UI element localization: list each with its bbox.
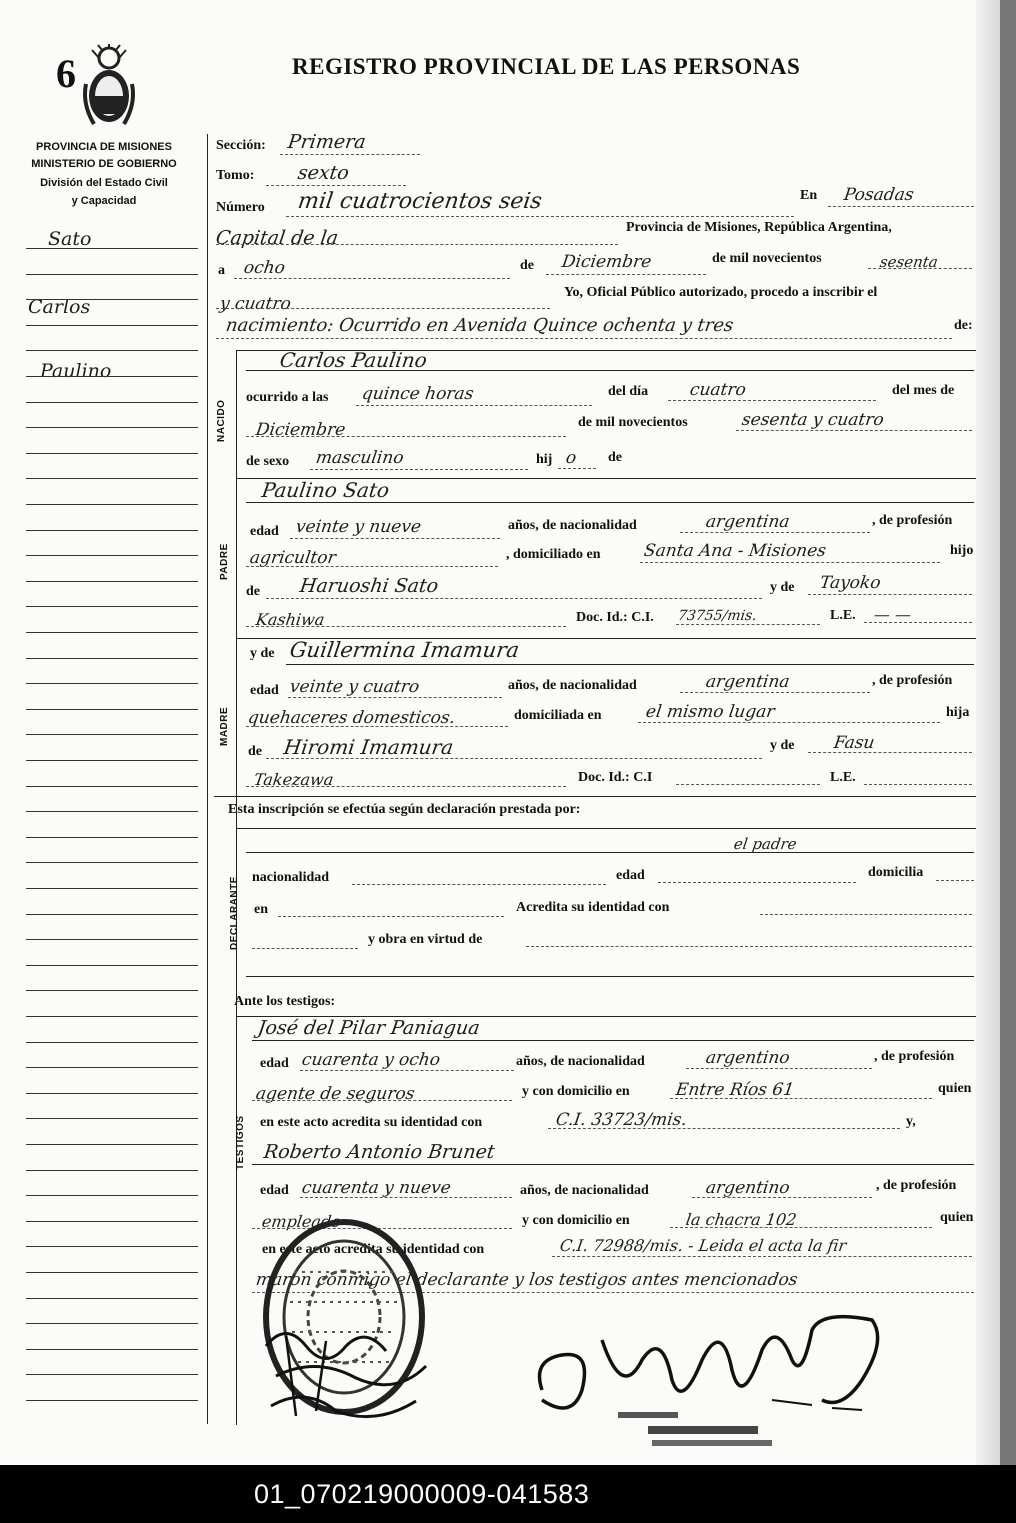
testigo1-dom-value: Entre Ríos 61 <box>674 1080 796 1100</box>
testigo1-y-label: y, <box>906 1114 916 1129</box>
padre-nac-value: argentina <box>704 512 791 532</box>
document-id-footer: 01_070219000009-041583 <box>0 1465 1016 1523</box>
madre-padre-de: Hiromi Imamura <box>282 735 455 759</box>
padre-prof-value: agricultor <box>248 548 338 568</box>
madre-nac-value: argentina <box>704 672 791 692</box>
margin-rule <box>26 786 198 787</box>
madre-edad-value: veinte y cuatro <box>288 677 421 697</box>
margin-rule <box>26 1349 198 1350</box>
mes-value: Diciembre <box>560 252 653 272</box>
margin-rule <box>26 1374 198 1375</box>
margin-name-1: Carlos <box>28 296 91 318</box>
testigo2-prof-value: empleado <box>260 1212 343 1231</box>
padre-doc-label: Doc. Id.: C.I. <box>576 610 654 625</box>
declarante-obra-label: y obra en virtud de <box>368 932 483 947</box>
madre-hija-label: hija <box>946 705 970 720</box>
testigo2-nombre: Roberto Antonio Brunet <box>262 1141 497 1163</box>
madre-nombre: Guillermina Imamura <box>288 638 521 662</box>
margin-divider <box>207 134 208 1424</box>
sexo-value: masculino <box>314 448 405 468</box>
padre-madre-de-1: Tayoko <box>818 573 882 593</box>
en-label: En <box>800 188 818 203</box>
nacido-anio-label: de mil novecientos <box>578 415 688 430</box>
madre-madre-de-2: Takezawa <box>252 770 335 789</box>
tomo-label: Tomo: <box>216 168 255 183</box>
testigo2-quien-label: quien <box>940 1210 974 1225</box>
margin-rule <box>26 581 198 582</box>
testigo1-doc-value: C.I. 33723/mis. <box>554 1110 689 1130</box>
margin-rule <box>26 376 198 377</box>
a-label: a <box>218 263 225 278</box>
padre-de-label: de <box>246 584 260 599</box>
padre-edad-value: veinte y nueve <box>294 517 423 537</box>
hij-value: o <box>564 448 578 468</box>
margin-rule <box>26 1093 198 1094</box>
declarante-intro: Esta inscripción se efectúa según declaración prestada por: <box>228 802 581 817</box>
margin-rule <box>26 862 198 863</box>
madre-prof-label: , de profesión <box>872 673 953 688</box>
nacido-dia-value: cuatro <box>688 380 748 400</box>
testigo2-nac-label: años, de nacionalidad <box>520 1183 649 1198</box>
margin-rule <box>26 914 198 915</box>
declarante-dom-label: domicilia <box>868 865 924 880</box>
testigo1-acto-label: en este acto acredita su identidad con <box>260 1115 483 1130</box>
margin-rule <box>26 274 198 275</box>
declarante-en-label: en <box>254 902 268 917</box>
numero-value: mil cuatrocientos seis <box>296 189 544 214</box>
padre-edad-label: edad <box>250 524 279 539</box>
margin-rule <box>26 760 198 761</box>
oficial-label: Yo, Oficial Público autorizado, procedo a inscribir el <box>564 285 878 300</box>
margin-rule <box>26 1221 198 1222</box>
testigo1-prof-label: , de profesión <box>874 1049 955 1064</box>
nacido-nombre: Carlos Paulino <box>278 348 429 372</box>
margin-rule <box>26 606 198 607</box>
section-madre: MADRE <box>219 706 230 746</box>
ministry-name: MINISTERIO DE GOBIERNO <box>31 158 177 170</box>
de-label: de <box>520 258 534 273</box>
margin-rule <box>26 939 198 940</box>
margin-rule <box>26 478 198 479</box>
document-title: REGISTRO PROVINCIAL DE LAS PERSONAS <box>292 54 801 79</box>
madre-prof-value: quehaceres domesticos. <box>246 708 457 728</box>
province-name: PROVINCIA DE MISIONES <box>36 141 172 153</box>
testigo2-dom-label: y con domicilio en <box>522 1213 630 1228</box>
margin-rule <box>26 1016 198 1017</box>
margin-rule <box>26 709 198 710</box>
margin-rule <box>26 1323 198 1324</box>
margin-rule <box>26 1042 198 1043</box>
margin-rule <box>26 1067 198 1068</box>
margin-rule <box>26 402 198 403</box>
tomo-value: sexto <box>296 162 351 184</box>
testigo2-prof-label: , de profesión <box>876 1178 957 1193</box>
declarante-por: el padre <box>732 835 798 853</box>
testigo1-edad-value: cuarenta y ocho <box>300 1050 442 1070</box>
padre-dom-label: , domiciliado en <box>506 547 601 562</box>
madre-dom-label: domiciliada en <box>514 708 602 723</box>
declarante-nac-label: nacionalidad <box>252 870 330 885</box>
scan-edge <box>1000 0 1016 1465</box>
anio-label: de mil novecientos <box>712 251 822 266</box>
madre-yde-label: y de <box>250 646 275 661</box>
madre-madre-de-1: Fasu <box>832 733 876 753</box>
margin-rule <box>26 658 198 659</box>
numero-label: Número <box>216 200 265 215</box>
madre-edad-label: edad <box>250 683 279 698</box>
witness-signature-icon <box>256 1316 456 1426</box>
testigo2-edad-value: cuarenta y nueve <box>300 1178 453 1198</box>
hora-value: quince horas <box>360 384 475 404</box>
testigo1-edad-label: edad <box>260 1056 289 1071</box>
madre-dom-value: el mismo lugar <box>644 702 776 722</box>
madre-yde2-label: y de <box>770 738 795 753</box>
margin-rule <box>26 1118 198 1119</box>
official-stamp-icon <box>618 1408 788 1454</box>
anio-value-1: sesenta <box>878 253 940 271</box>
testigo2-edad-label: edad <box>260 1183 289 1198</box>
margin-rule <box>26 1400 198 1401</box>
padre-madre-de-2: Kashiwa <box>254 610 326 629</box>
testigos-intro: Ante los testigos: <box>234 994 336 1009</box>
margin-rule <box>26 683 198 684</box>
madre-doc-label: Doc. Id.: C.I <box>578 770 653 785</box>
margin-rule <box>26 427 198 428</box>
testigo1-nac-value: argentino <box>704 1048 792 1068</box>
provincia-label: Provincia de Misiones, República Argentina, <box>626 220 892 235</box>
nacido-anio-value: sesenta y cuatro <box>740 410 886 430</box>
margin-rule <box>26 965 198 966</box>
margin-rule <box>26 453 198 454</box>
margin-rule <box>26 811 198 812</box>
margin-rule <box>26 504 198 505</box>
testigo1-nac-label: años, de nacionalidad <box>516 1054 645 1069</box>
margin-rule <box>26 1170 198 1171</box>
padre-le-label: L.E. <box>830 608 856 623</box>
binding-margin <box>976 0 1000 1465</box>
testigo1-prof-value: agente de seguros <box>254 1084 416 1104</box>
declarante-edad-label: edad <box>616 868 645 883</box>
margin-rule <box>26 350 198 351</box>
division-name-1: División del Estado Civil <box>40 177 168 189</box>
margin-rule <box>26 990 198 991</box>
nacido-de-label: de <box>608 450 622 465</box>
margin-rule <box>26 734 198 735</box>
testigo2-dom-value: la chacra 102 <box>684 1210 798 1229</box>
testigo2-doc-value: C.I. 72988/mis. - Leida el acta la fir <box>558 1236 848 1255</box>
ocurrido-label: ocurrido a las <box>246 390 329 405</box>
testigo2-nac-value: argentino <box>704 1178 792 1198</box>
margin-rule <box>26 1195 198 1196</box>
testigo1-dom-label: y con domicilio en <box>522 1084 630 1099</box>
section-testigos: TESTIGOS <box>235 1115 246 1170</box>
margin-rule <box>26 1144 198 1145</box>
sexo-label: de sexo <box>246 454 290 469</box>
madre-le-label: L.E. <box>830 770 856 785</box>
margin-rule <box>26 248 198 249</box>
page-number: 6 <box>56 51 76 96</box>
seccion-value: Primera <box>286 131 368 153</box>
margin-rule <box>26 632 198 633</box>
padre-hijo-label: hijo <box>950 543 974 558</box>
section-declarante: DECLARANTE <box>229 876 240 950</box>
nacido-mes-value: Diciembre <box>254 420 347 440</box>
margin-rule <box>26 837 198 838</box>
margin-rule <box>26 1272 198 1273</box>
margin-rule <box>26 555 198 556</box>
en-value: Posadas <box>842 185 915 205</box>
section-nacido: NACIDO <box>216 399 227 442</box>
testigo2-acto-label: en este acto acredita su identidad con <box>262 1242 485 1257</box>
de-colon-label: de: <box>954 318 973 333</box>
madre-de-label: de <box>248 744 262 759</box>
dia-value: ocho <box>242 258 287 278</box>
del-mes-label: del mes de <box>892 383 955 398</box>
tipo-value: nacimiento: Ocurrido en Avenida Quince ochenta y tres <box>224 315 735 336</box>
madre-nac-label: años, de nacionalidad <box>508 678 637 693</box>
cierre-text: maron conmigo el declarante y los testigos antes mencionados <box>254 1270 799 1290</box>
margin-rule <box>26 1246 198 1247</box>
hij-label: hij <box>536 452 553 467</box>
margin-rule <box>26 299 198 300</box>
padre-prof-label: , de profesión <box>872 513 953 528</box>
seccion-label: Sección: <box>216 138 266 153</box>
coat-of-arms-icon <box>78 44 140 130</box>
declarante-acredita-label: Acredita su identidad con <box>516 900 670 915</box>
margin-surname: Sato <box>48 228 92 250</box>
testigo1-nombre: José del Pilar Paniagua <box>256 1017 482 1039</box>
testigo1-quien-label: quien <box>938 1081 972 1096</box>
anio-value-2: y cuatro <box>218 294 293 314</box>
margin-rule <box>26 530 198 531</box>
padre-doc-value: 73755/mis. <box>676 608 758 624</box>
padre-padre-de: Haruoshi Sato <box>298 575 440 597</box>
margin-name-2: Paulino <box>40 360 112 382</box>
padre-nombre: Paulino Sato <box>260 478 391 502</box>
padre-nac-label: años, de nacionalidad <box>508 518 637 533</box>
del-dia-label: del día <box>608 384 649 399</box>
section-padre: PADRE <box>219 543 230 580</box>
margin-rule <box>26 1298 198 1299</box>
division-name-2: y Capacidad <box>71 195 137 207</box>
margin-rule <box>26 888 198 889</box>
padre-yde-label: y de <box>770 580 795 595</box>
padre-dom-value: Santa Ana - Misiones <box>642 541 828 561</box>
padre-le-value: — — <box>872 605 913 624</box>
margin-rule <box>26 325 198 326</box>
capital-value: Capital de la <box>214 227 340 249</box>
